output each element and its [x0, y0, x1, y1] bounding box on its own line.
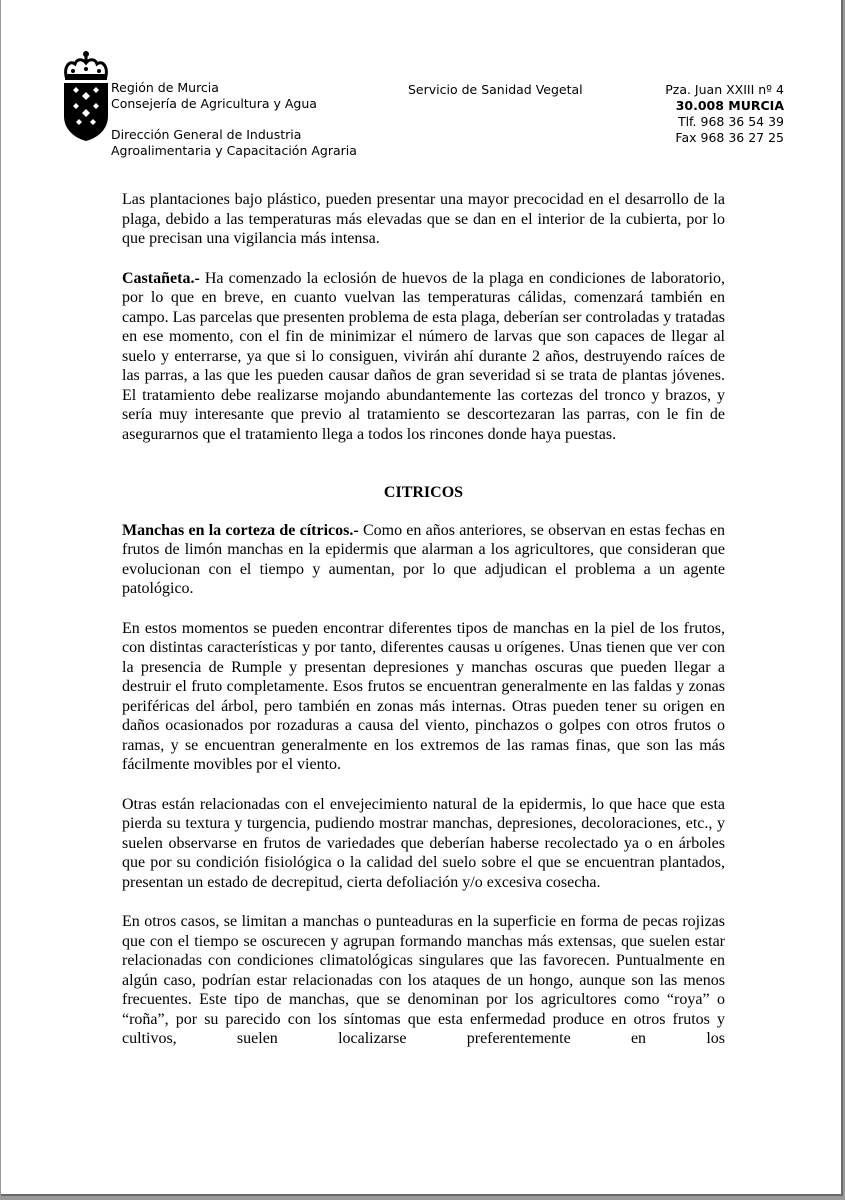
header-address: Pza. Juan XXIII nº 4 — [665, 82, 784, 97]
paragraph-plastic-plantations: Las plantaciones bajo plástico, pueden presentar una mayor precocidad en el desarrollo de la plaga, debido a las temperaturas más elevadas que se dan en el interior de la cubierta, por lo que precisan una vigilancia más intensa. — [122, 191, 725, 247]
header-service: Servicio de Sanidad Vegetal — [408, 82, 583, 97]
document-page — [1, 0, 843, 1196]
manchas-text: Como en años anteriores, se observan en estas fechas en frutos de limón manchas en la epidermis que alarman a los agricultores, que consideran que evolucionan con el tiempo y aumentan, por lo que adjudican el problema a un agente patológico. — [122, 521, 726, 597]
paragraph-spot-types: En estos momentos se pueden encontrar diferentes tipos de manchas en la piel de los frutos, con distintas características y por tanto, diferentes causas u orígenes. Unas tienen que ver con la presencia de Rumple y presentan depresiones y manchas oscuras que pueden llegar a destruir el fruto completamente. Esos frutos se encuentran generalmente en las faldas y zonas periféricas del árbol, pero también en zonas más internas. Otras pueden tener su origen en daños ocasionados por rozaduras a causa del viento, pinchazos o golpes con otros frutos o ramas, y se encuentran generalmente en los extremos de las ramas finas, que son las más fácilmente movibles por el viento. — [122, 619, 725, 773]
document-body — [122, 190, 725, 1069]
header-directorate: Dirección General de Industria — [111, 127, 302, 142]
paragraph-other-cases: En otros casos, se limitan a manchas o punteaduras en la superficie en forma de pecas rojizas que con el tiempo se oscurecen y agrupan formando manchas más extensas, que suelen estar relacionadas con condiciones climatológicas singulares que las favorecen. Puntualmente en algún caso, podrían estar relacionadas con los ataques de un hongo, aunque son las menos frecuentes. Este tipo de manchas, que se denominan por los agricultores como “roya” o “roña”, por su parecido con los síntomas que esta enfermedad produce en otros frutos y cultivos, suelen localizarse preferentemente en los — [122, 913, 725, 1047]
paragraph-castaneta — [122, 269, 725, 445]
header-contact — [665, 82, 784, 146]
header-organization — [111, 80, 357, 159]
castaneta-heading: Castañeta.- — [122, 269, 200, 287]
header-fax: Fax 968 36 27 25 — [675, 130, 784, 145]
header-phone: Tlf. 968 36 54 39 — [677, 114, 784, 129]
header-region: Región de Murcia — [111, 80, 219, 95]
castaneta-text: Ha comenzado la eclosión de huevos de la plaga en condiciones de laboratorio, por lo que en breve, en cuanto vuelvan las temperaturas cálidas, comenzará también en campo. Las parcelas que presenten problema de esta plaga, deberían ser controladas y tratadas en ese momento, con el fin de minimizar el número de larvas que son capaces de llegar al suelo y enterrarse, ya que si lo consiguen, vivirán ahí durante 2 años, destruyendo raíces de las parras, a las que les pueden causar daños de gran severidad si se trata de plantas jóvenes. El tratamiento debe realizarse mojando abundantemente las cortezas del tronco y brazos, y sería muy interesante que previo al tratamiento se descortezaran las parras, con le fin de asegurarnos que el tratamiento llega a todos los rincones donde haya puestas. — [122, 269, 725, 443]
header-department: Consejería de Agricultura y Agua — [111, 96, 317, 111]
region-coat-of-arms-logo — [61, 50, 111, 142]
section-title-citricos: CITRICOS — [383, 484, 464, 501]
manchas-heading: Manchas en la corteza de cítricos.- — [122, 521, 359, 539]
paragraph-manchas — [122, 521, 725, 599]
header-city: 30.008 MURCIA — [675, 98, 784, 113]
paragraph-aging: Otras están relacionadas con el envejecimiento natural de la epidermis, lo que hace que esta pierda su textura y turgencia, pudiendo mostrar manchas, depresiones, decoloraciones, etc., y suelen observarse en frutos de variedades que deberían haberse recolectado ya o en árboles que por su condición fisiológica o la calidad del suelo sobre el que se encuentran plantados, presentan un estado de decrepitud, cierta defoliación y/o excesiva cosecha. — [122, 795, 725, 891]
header-directorate-line2: Agroalimentaria y Capacitación Agraria — [111, 143, 357, 158]
